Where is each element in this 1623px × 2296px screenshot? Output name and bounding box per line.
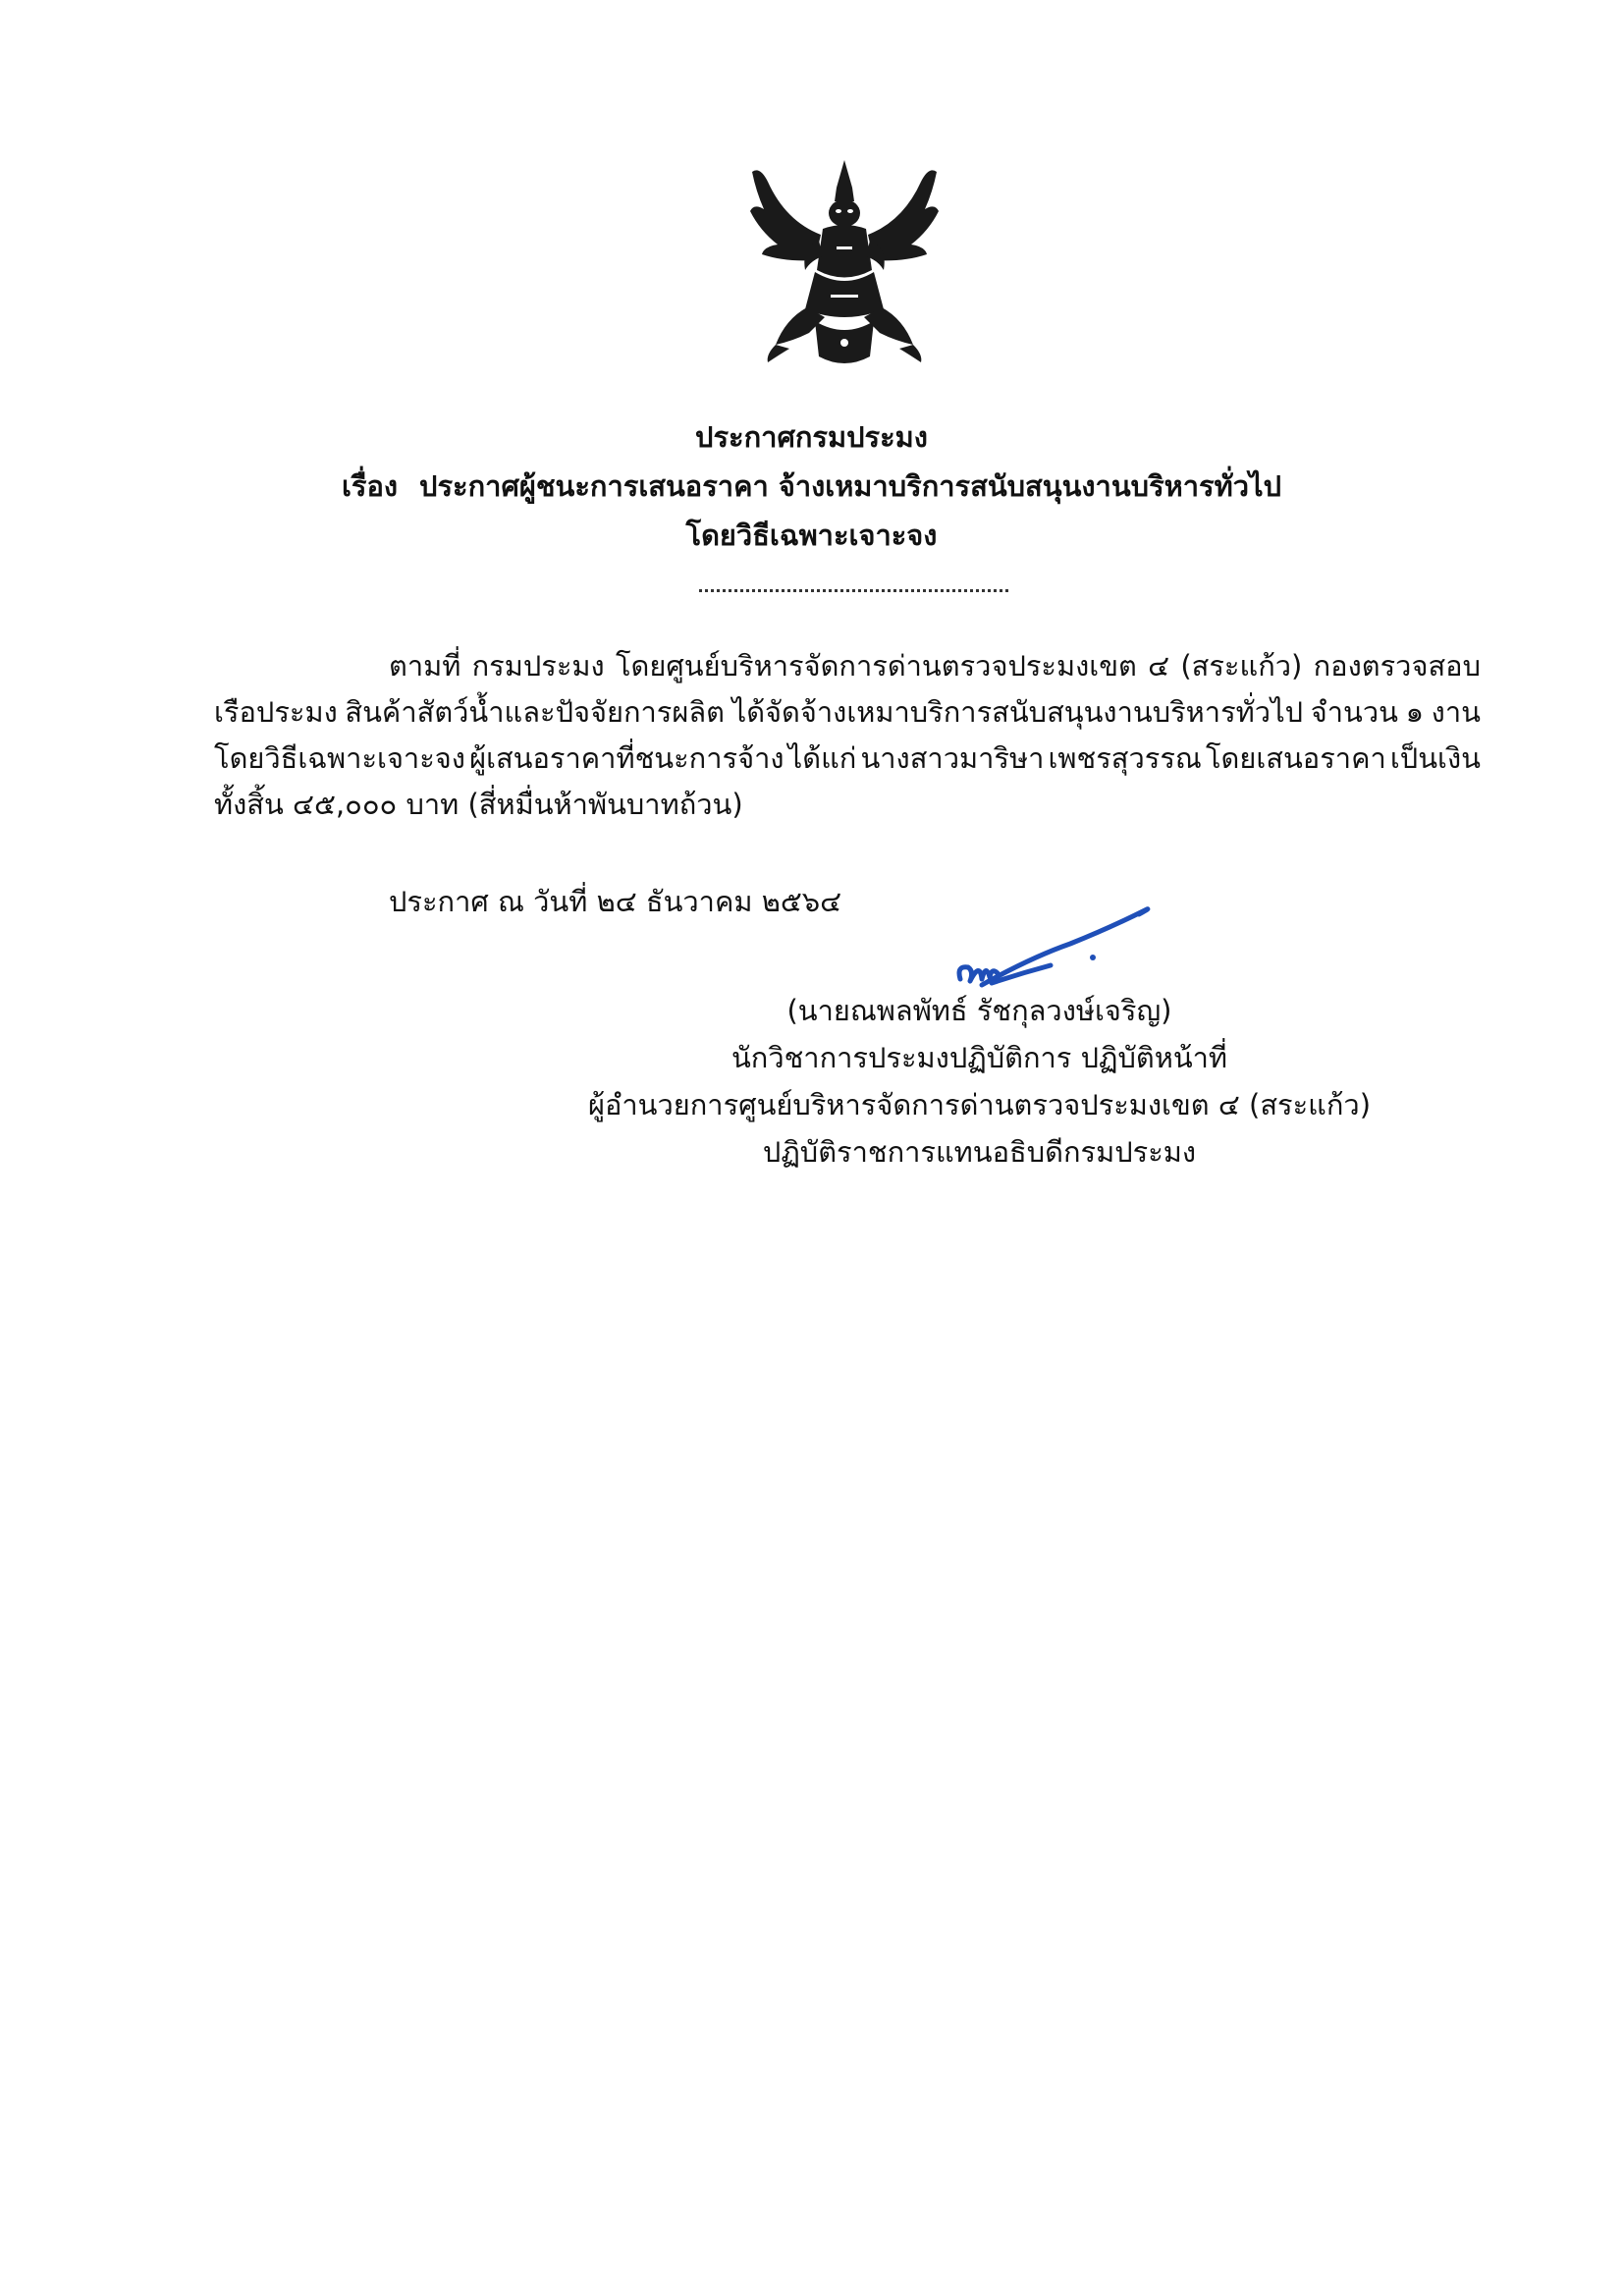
body-word: ผู้เสนอราคาที่ชนะการจ้าง: [469, 741, 784, 775]
body-word: ๑: [1405, 695, 1425, 729]
title-divider: [699, 589, 1008, 592]
signer-name: (นายณพลพัทธ์ รัชกุลวงษ์เจริญ): [786, 994, 1172, 1027]
body-word: (สระแก้ว): [1180, 649, 1303, 683]
document-title: ประกาศกรมประมง: [695, 420, 928, 454]
garuda-emblem-icon: [746, 152, 943, 373]
body-word: โดยศูนย์บริหารจัดการด่านตรวจประมงเขต: [615, 649, 1137, 683]
body-line: [214, 689, 1481, 736]
document-subject: [0, 462, 1623, 511]
body-word: จำนวน: [1310, 695, 1398, 729]
body-word: โดยวิธีเฉพาะเจาะจง: [214, 741, 465, 775]
signer-on-behalf: ปฏิบัติราชการแทนอธิบดีกรมประมง: [762, 1135, 1197, 1169]
announcement-date: ประกาศ ณ วันที่ ๒๔ ธันวาคม ๒๕๖๔: [389, 885, 842, 918]
signer-acting-title: ผู้อำนวยการศูนย์บริหารจัดการด่านตรวจประมงเขต ๔ (สระแก้ว): [587, 1088, 1372, 1121]
body-word: กรมประมง: [471, 649, 605, 683]
body-word: โดยเสนอราคา: [1205, 741, 1386, 775]
body-line: [214, 782, 1481, 828]
body-word: ตามที่: [389, 649, 461, 683]
subject-text: ประกาศผู้ชนะการเสนอราคา จ้างเหมาบริการสนับสนุนงานบริหารทั่วไป: [419, 469, 1282, 503]
body-word: ได้แก่: [787, 741, 857, 775]
body-word: สินค้าสัตว์น้ำและปัจจัยการผลิต: [345, 695, 725, 729]
body-word: เป็นเงิน: [1389, 741, 1481, 775]
body-word: งาน: [1431, 695, 1481, 729]
signer-position: นักวิชาการประมงปฏิบัติการ ปฏิบัติหน้าที่: [730, 1041, 1228, 1074]
body-word: เรือประมง: [214, 695, 338, 729]
body-word: กองตรวจสอบ: [1313, 649, 1481, 683]
subject-label: เรื่อง: [341, 469, 399, 503]
body-line: [214, 643, 1481, 689]
body-line: [214, 736, 1481, 782]
title-block: [0, 412, 1623, 560]
body-word: นางสาวมาริษา: [860, 741, 1045, 775]
subject-method: โดยวิธีเฉพาะเจาะจง: [685, 519, 938, 552]
signature-image: [952, 889, 1159, 997]
signer-block: [550, 987, 1409, 1175]
body-word: เพชรสุวรรณ: [1048, 741, 1202, 775]
body-word: ๔: [1148, 649, 1170, 683]
announcement-body: [214, 643, 1481, 828]
body-word: ทั้งสิ้น ๔๕,๐๐๐ บาท (สี่หมื่นห้าพันบาทถ้วน): [214, 788, 743, 821]
body-word: ได้จัดจ้างเหมาบริการสนับสนุนงานบริหารทั่วไป: [731, 695, 1304, 729]
